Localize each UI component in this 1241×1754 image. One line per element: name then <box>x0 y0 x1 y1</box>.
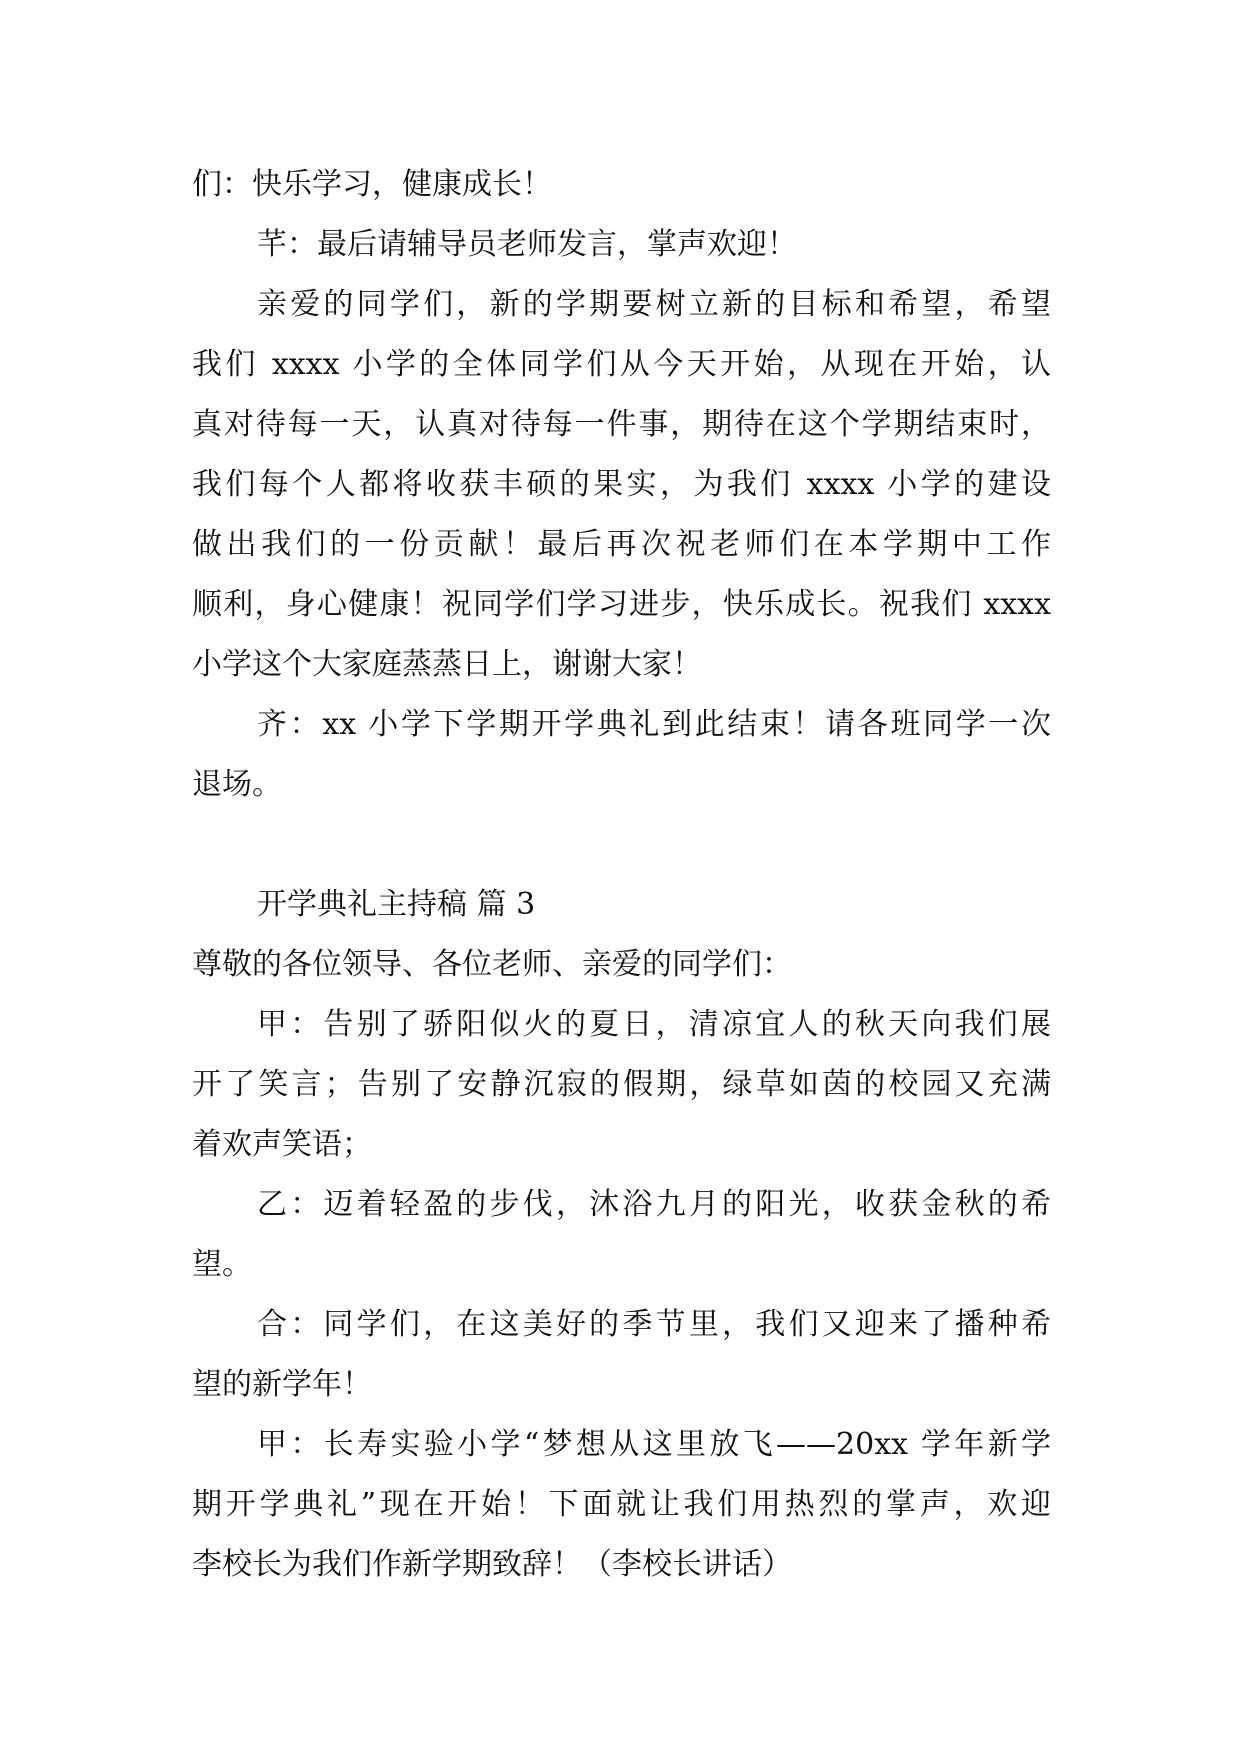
text-line: 李校长为我们作新学期致辞！（李校长讲话） <box>192 1547 792 1582</box>
text-line: 望。 <box>192 1247 252 1282</box>
text-line: 着欢声笑语； <box>192 1127 372 1162</box>
paragraph <box>192 1415 1051 1595</box>
paragraph <box>192 275 1051 695</box>
text-line: 亲爱的同学们，新的学期要树立新的目标和希望，希望 <box>257 287 1051 322</box>
text-line: 合：同学们，在这美好的季节里，我们又迎来了播种希 <box>257 1307 1051 1342</box>
text-line: 乙：迈着轻盈的步伐，沐浴九月的阳光，收获金秋的希 <box>257 1187 1051 1222</box>
continued-paragraph <box>192 155 1051 215</box>
section-heading: 开学典礼主持稿 篇 3 <box>257 887 536 922</box>
paragraph <box>192 995 1051 1175</box>
text-line: 真对待每一天，认真对待每一件事，期待在这个学期结束时， <box>192 407 1051 442</box>
paragraph <box>192 1175 1051 1295</box>
text-line: 我们 xxxx 小学的全体同学们从今天开始，从现在开始，认 <box>192 347 1051 382</box>
text-line: 们：快乐学习，健康成长！ <box>192 167 552 202</box>
paragraph <box>192 695 1051 815</box>
text-line: 望的新学年！ <box>192 1367 372 1402</box>
text-line: 做出我们的一份贡献！最后再次祝老师们在本学期中工作 <box>192 527 1051 562</box>
text-line: 齐：xx 小学下学期开学典礼到此结束！请各班同学一次 <box>257 707 1051 742</box>
document-body <box>192 155 1051 1595</box>
salutation <box>192 935 1051 995</box>
text-line: 开了笑言；告别了安静沉寂的假期，绿草如茵的校园又充满 <box>192 1067 1051 1102</box>
text-line: 芊：最后请辅导员老师发言，掌声欢迎！ <box>257 227 797 262</box>
text-line: 退场。 <box>192 767 282 802</box>
text-line: 甲：长寿实验小学“梦想从这里放飞——20xx 学年新学 <box>257 1427 1051 1462</box>
paragraph-spacer <box>192 815 1051 875</box>
paragraph <box>192 215 1051 275</box>
paragraph <box>192 1295 1051 1415</box>
text-line: 尊敬的各位领导、各位老师、亲爱的同学们： <box>192 947 792 982</box>
text-line: 期开学典礼”现在开始！下面就让我们用热烈的掌声，欢迎 <box>192 1487 1051 1522</box>
text-line: 顺利，身心健康！祝同学们学习进步，快乐成长。祝我们 xxxx <box>192 587 1051 622</box>
text-line: 小学这个大家庭蒸蒸日上，谢谢大家！ <box>192 647 702 682</box>
text-line: 我们每个人都将收获丰硕的果实，为我们 xxxx 小学的建设 <box>192 467 1051 502</box>
text-line: 甲：告别了骄阳似火的夏日，清凉宜人的秋天向我们展 <box>257 1007 1051 1042</box>
